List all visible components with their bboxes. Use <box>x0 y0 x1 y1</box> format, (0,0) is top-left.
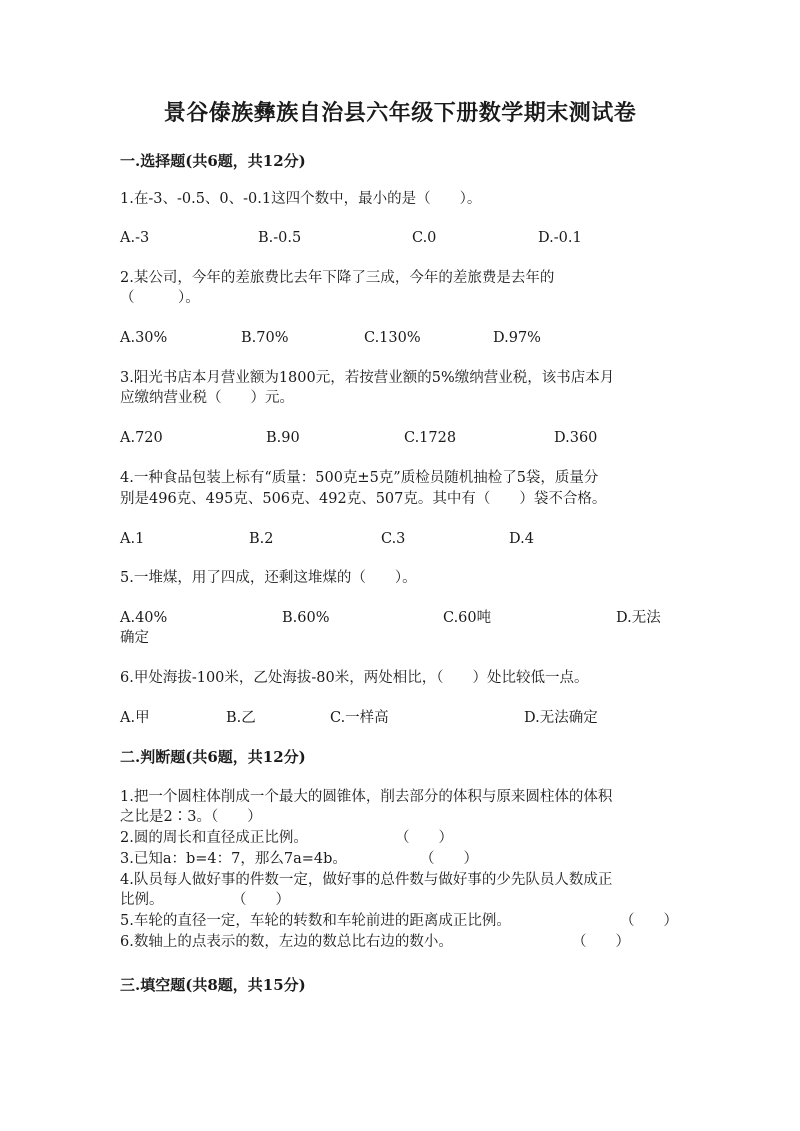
q5-option-d-wrap: 确定 <box>120 630 149 646</box>
question-3-text: 3.阳光书店本月营业额为1800元，若按营业额的5%缴纳营业税，该书店本月 <box>120 370 615 386</box>
tf-6-text: 6.数轴上的点表示的数，左边的数总比右边的数小。 <box>120 934 453 950</box>
question-5-text: 5.一堆煤，用了四成，还剩这堆煤的（ ）。 <box>120 570 417 586</box>
q4-option-a: A.1 <box>120 531 145 547</box>
question-4-text-cont: 别是496克、495克、506克、492克、507克。其中有（ ）袋不合格。 <box>120 491 607 507</box>
q5-option-c: C.60吨 <box>443 610 492 626</box>
q1-option-a: A.-3 <box>120 230 150 246</box>
q5-option-b: B.60% <box>282 610 330 626</box>
q2-option-c: C.130% <box>364 330 421 346</box>
page-title: 景谷傣族彝族自治县六年级下册数学期末测试卷 <box>163 100 637 126</box>
tf-5-answer-blank: （ ） <box>620 913 678 929</box>
q2-option-a: A.30% <box>120 330 168 346</box>
q4-option-b: B.2 <box>249 531 274 547</box>
q3-option-c: C.1728 <box>404 430 457 446</box>
q2-option-b: B.70% <box>241 330 289 346</box>
q6-option-c: C.一样高 <box>330 710 389 726</box>
q2-option-d: D.97% <box>493 330 541 346</box>
q1-option-b: B.-0.5 <box>258 230 302 246</box>
tf-1-text-cont: 之比是2∶3。（ ） <box>120 809 262 825</box>
q4-option-c: C.3 <box>381 531 406 547</box>
section-heading-choice: 一.选择题(共6题，共12分) <box>120 152 306 170</box>
q1-option-c: C.0 <box>412 230 437 246</box>
tf-1-text: 1.把一个圆柱体削成一个最大的圆锥体，削去部分的体积与原来圆柱体的体积 <box>120 789 613 805</box>
q4-option-d: D.4 <box>509 531 534 547</box>
q6-option-a: A.甲 <box>120 710 150 726</box>
question-4-text: 4.一种食品包装上标有“质量：500克±5克”质检员随机抽检了5袋，质量分 <box>120 470 599 486</box>
question-2-text: 2.某公司，今年的差旅费比去年下降了三成，今年的差旅费是去年的 <box>120 270 555 286</box>
question-2-text-cont: （ ）。 <box>120 290 200 306</box>
q6-option-d: D.无法确定 <box>524 710 598 726</box>
q3-option-b: B.90 <box>266 430 300 446</box>
q5-option-d: D.无法 <box>616 610 661 626</box>
tf-2-answer-blank: （ ） <box>395 830 453 846</box>
question-1-text: 1.在-3、-0.5、0、-0.1这四个数中，最小的是（ ）。 <box>120 191 482 207</box>
q5-option-a: A.40% <box>120 610 168 626</box>
question-6-text: 6.甲处海拔-100米，乙处海拔-80米，两处相比，（ ）处比较低一点。 <box>120 670 589 686</box>
section-heading-true-false: 二.判断题(共6题，共12分) <box>120 748 306 766</box>
q6-option-b: B.乙 <box>226 710 256 726</box>
tf-4-text-cont: 比例。 <box>120 892 164 908</box>
tf-5-text: 5.车轮的直径一定，车轮的转数和车轮前进的距离成正比例。 <box>120 913 511 929</box>
tf-3-text: 3.已知a：b=4：7，那么7a=4b。 <box>120 851 347 867</box>
tf-6-answer-blank: （ ） <box>572 934 630 950</box>
tf-4-text: 4.队员每人做好事的件数一定，做好事的总件数与做好事的少先队员人数成正 <box>120 872 613 888</box>
tf-2-text: 2.圆的周长和直径成正比例。 <box>120 830 308 846</box>
section-heading-fill-blank: 三.填空题(共8题，共15分) <box>120 976 306 994</box>
tf-4-answer-blank: （ ） <box>232 892 290 908</box>
q1-option-d: D.-0.1 <box>538 230 582 246</box>
q3-option-a: A.720 <box>120 430 163 446</box>
q3-option-d: D.360 <box>554 430 598 446</box>
question-3-text-cont: 应缴纳营业税（ ）元。 <box>120 390 294 406</box>
tf-3-answer-blank: （ ） <box>420 851 478 867</box>
